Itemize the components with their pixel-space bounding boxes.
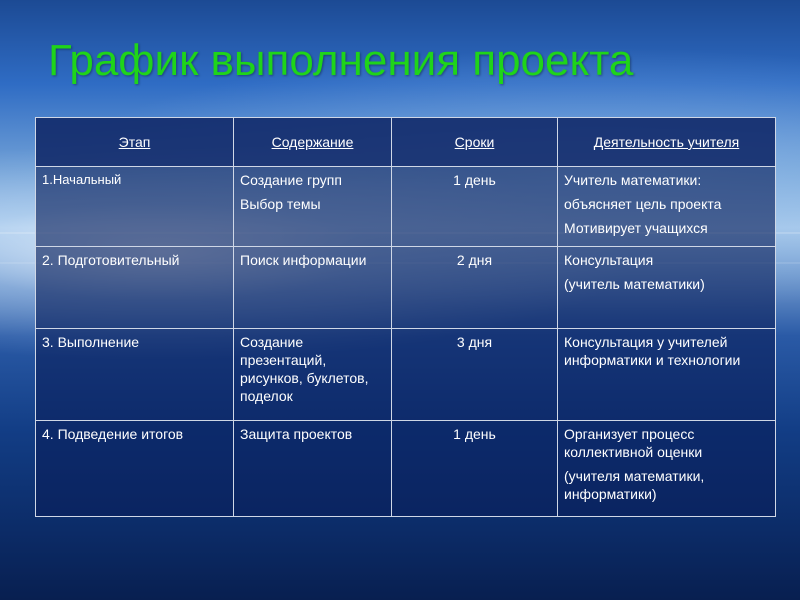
table-row	[36, 167, 776, 247]
header-content: Содержание	[234, 118, 392, 167]
row-activity	[558, 247, 776, 329]
row-stage: 2. Подготовительный	[36, 247, 234, 329]
content-line: Защита проектов	[240, 426, 353, 442]
project-schedule-table	[35, 117, 776, 517]
activity-line: (учитель математики)	[564, 276, 705, 292]
table-row	[36, 421, 776, 517]
table-row	[36, 247, 776, 329]
slide-title: График выполнения проекта	[48, 36, 634, 85]
row-activity	[558, 167, 776, 247]
row-stage: 3. Выполнение	[36, 329, 234, 421]
row-stage: 1.Начальный	[36, 167, 234, 247]
content-line: Создание презентаций, рисунков, буклетов, поделок	[240, 334, 369, 404]
row-term: 1 день	[392, 167, 558, 247]
content-line: Выбор темы	[240, 196, 321, 212]
activity-line: объясняет цель проекта	[564, 196, 722, 212]
activity-line: Учитель математики:	[564, 172, 702, 188]
row-activity	[558, 421, 776, 517]
header-teacher-activity: Деятельность учителя	[558, 118, 776, 167]
row-term: 2 дня	[392, 247, 558, 329]
row-activity	[558, 329, 776, 421]
content-line: Поиск информации	[240, 252, 367, 268]
table-header-row	[36, 118, 776, 167]
header-stage: Этап	[36, 118, 234, 167]
activity-line: Организует процесс коллективной оценки	[564, 426, 703, 460]
activity-line: Консультация у учителей информатики и технологии	[564, 334, 741, 368]
activity-line: Мотивирует учащихся	[564, 220, 708, 236]
header-term: Сроки	[392, 118, 558, 167]
activity-line: Консультация	[564, 252, 654, 268]
row-content	[234, 167, 392, 247]
row-content	[234, 247, 392, 329]
table-row	[36, 329, 776, 421]
row-content	[234, 329, 392, 421]
row-term: 3 дня	[392, 329, 558, 421]
content-line: Создание групп	[240, 172, 342, 188]
row-term: 1 день	[392, 421, 558, 517]
row-content	[234, 421, 392, 517]
row-stage: 4. Подведение итогов	[36, 421, 234, 517]
activity-line: (учителя математики, информатики)	[564, 468, 705, 502]
